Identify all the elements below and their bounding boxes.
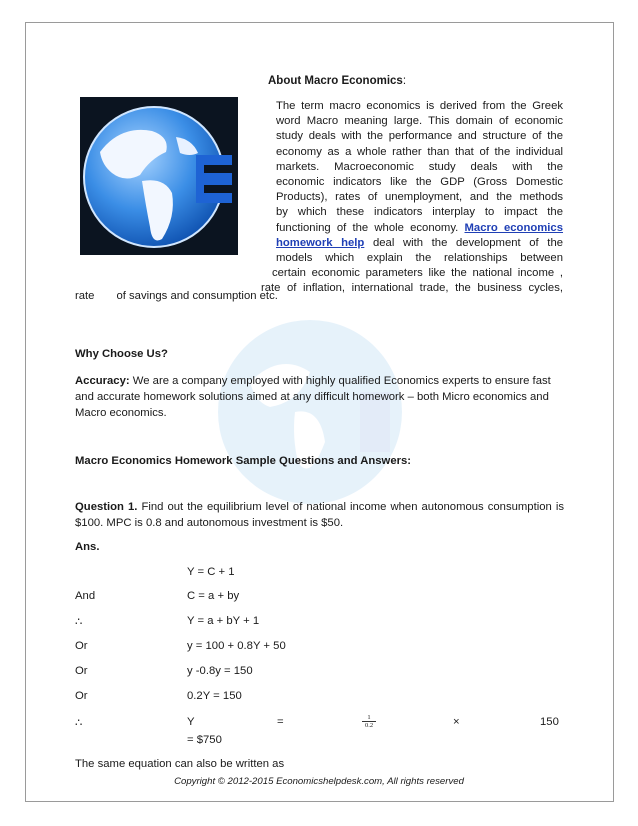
equation-4-left: Or: [75, 640, 88, 652]
equation-5: y -0.8y = 150: [187, 665, 253, 677]
homework-help-link[interactable]: homework help: [276, 236, 365, 249]
fraction: $\frac{1}{0.2}$: [362, 714, 376, 729]
equation-final-left: ∴: [75, 717, 83, 729]
equation-final-value: 150: [540, 716, 559, 728]
about-heading: About Macro Economics:: [268, 75, 407, 87]
equation-2-left: And: [75, 590, 96, 602]
equation-final-y: Y: [187, 716, 195, 728]
why-heading: Why Choose Us?: [75, 348, 168, 360]
same-equation-text: The same equation can also be written as: [75, 758, 285, 770]
equation-final-times: ×: [453, 716, 460, 728]
equation-1: Y = C + 1: [187, 566, 235, 578]
equation-4: y = 100 + 0.8Y + 50: [187, 640, 286, 652]
question-paragraph: Question 1. Find out the equilibrium level of national income when autonomous consumption is $100. MPC is 0.8 and autonomous investment is $50.: [75, 501, 564, 529]
intro-paragraph: The term macro economics is derived from the Greek word Macro meaning large. This domain of economic study deals with the performance and structure of the economy as a whole rather than that of the individual markets. Macroeconomic study deals with the economic indicators like the GDP (Gross Domestic Products), rates of unemployment, and the methods by which these indicators interplay to impact the functioning of the whole economy. Macro economics homework help deal with the development of the models which explain the relationships between certain economic parameters like the national income , rate of inflation, international trade, the business cycles,: [261, 100, 564, 295]
intro-last-line: rate of savings and consumption etc.: [75, 290, 278, 302]
equation-3-left: ∴: [75, 616, 83, 628]
equation-final-equals: =: [277, 716, 284, 728]
answer-label: Ans.: [75, 541, 100, 553]
equation-5-left: Or: [75, 665, 88, 677]
equation-6-left: Or: [75, 690, 88, 702]
equation-6: 0.2Y = 150: [187, 690, 242, 702]
macro-economics-link[interactable]: Macro economics: [464, 221, 564, 234]
samples-heading: Macro Economics Homework Sample Questions and Answers:: [75, 455, 412, 467]
equation-result: = $750: [187, 734, 222, 746]
globe-logo-icon: [80, 97, 238, 255]
accuracy-paragraph: Accuracy: We are a company employed with highly qualified Economics experts to ensure fast and accurate homework solutions aimed at any difficult homework – both Micro economics and Macro economics.: [75, 375, 551, 419]
equation-3: Y = a + bY + 1: [187, 615, 260, 627]
footer-copyright: Copyright © 2012-2015 Economicshelpdesk.com, All rights reserved: [174, 776, 464, 787]
equation-2: C = a + by: [187, 590, 240, 602]
